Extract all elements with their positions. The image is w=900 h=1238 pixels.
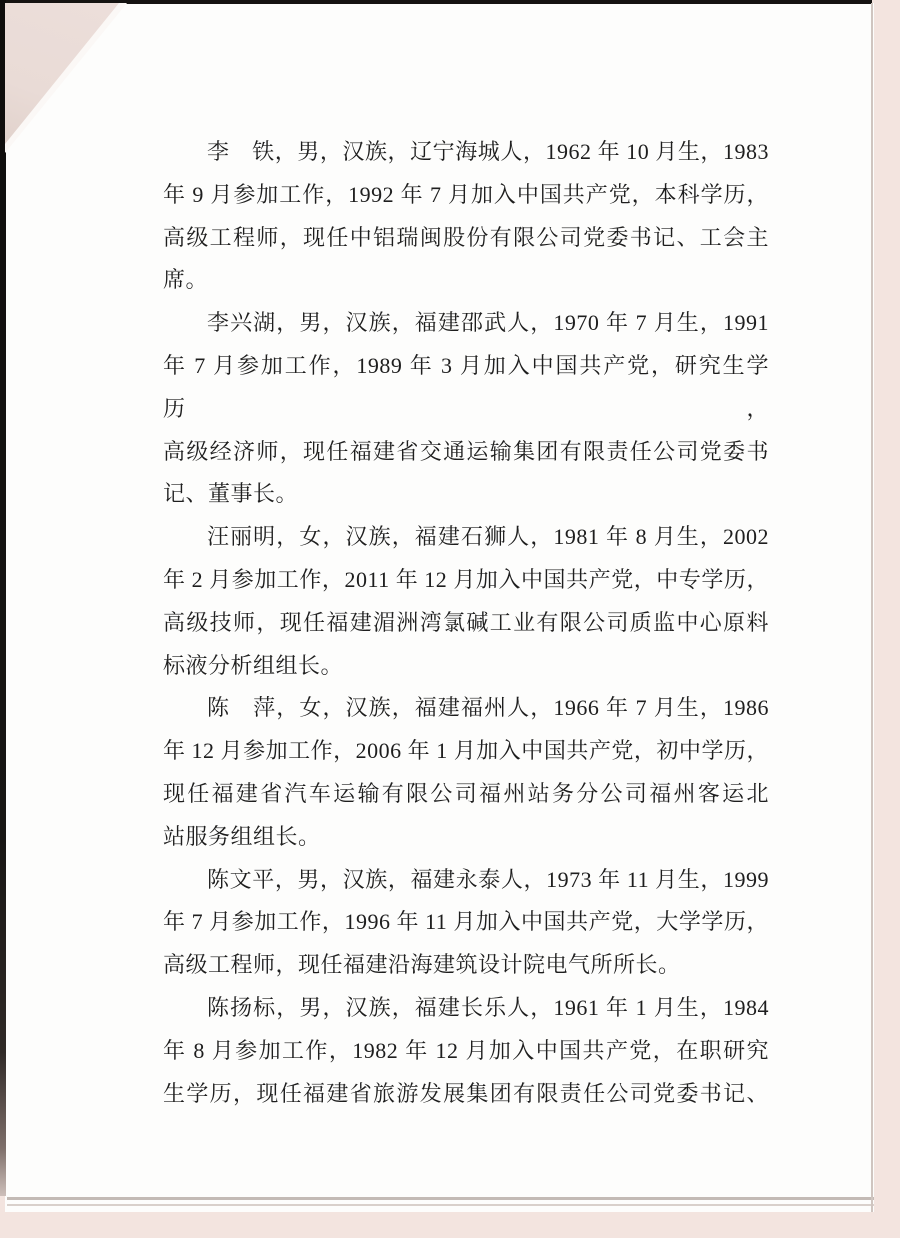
text-line: 高级技师，现任福建湄洲湾氯碱工业有限公司质监中心原料: [163, 609, 769, 635]
scanner-edge-top: [0, 0, 872, 4]
text-line: 李 铁，男，汉族，辽宁海城人，1962 年 10 月生，1983: [207, 139, 769, 164]
bio-paragraph: [163, 131, 769, 302]
page-bottom-edge-line-secondary: [7, 1204, 874, 1206]
text-line: 高级工程师，现任中铝瑞闽股份有限公司党委书记、工会主: [163, 224, 769, 250]
document-text-block: [163, 131, 769, 1115]
text-line: 高级工程师，现任福建沿海建筑设计院电气所所长。: [163, 952, 681, 978]
text-line: 高级经济师，现任福建省交通运输集团有限责任公司党委书: [163, 438, 769, 464]
page-right-edge-line: [871, 3, 873, 1212]
text-line: 标液分析组组长。: [163, 652, 344, 678]
text-line: 年 8 月参加工作，1982 年 12 月加入中国共产党，在职研究: [163, 1037, 769, 1063]
bio-paragraph: [163, 302, 769, 516]
text-line: 席。: [163, 267, 209, 293]
text-line: 生学历，现任福建省旅游发展集团有限责任公司党委书记、: [163, 1080, 769, 1106]
text-line: 记、董事长。: [163, 481, 299, 507]
bio-paragraph: [163, 987, 769, 1115]
text-line: 陈 萍，女，汉族，福建福州人，1966 年 7 月生，1986: [207, 695, 769, 721]
text-line: 年 12 月参加工作，2006 年 1 月加入中国共产党，初中学历，: [163, 738, 769, 764]
text-line: 陈扬标，男，汉族，福建长乐人，1961 年 1 月生，1984: [207, 994, 769, 1020]
scanner-edge-left: [0, 0, 6, 1196]
text-line: 年 7 月参加工作，1996 年 11 月加入中国共产党，大学学历，: [163, 909, 769, 935]
text-line: 年 7 月参加工作，1989 年 3 月加入中国共产党，研究生学历，: [163, 352, 769, 421]
page-bottom-edge-line: [7, 1197, 874, 1200]
text-line: 陈文平，男，汉族，福建永泰人，1973 年 11 月生，1999: [207, 866, 769, 892]
text-line: 站服务组组长。: [163, 823, 321, 849]
text-line: 年 9 月参加工作，1992 年 7 月加入中国共产党，本科学历，: [163, 181, 769, 207]
text-line: 李兴湖，男，汉族，福建邵武人，1970 年 7 月生，1991: [207, 310, 769, 336]
text-line: 现任福建省汽车运输有限公司福州站务分公司福州客运北: [163, 780, 769, 806]
text-line: 年 2 月参加工作，2011 年 12 月加入中国共产党，中专学历，: [163, 566, 769, 592]
text-line: 汪丽明，女，汉族，福建石狮人，1981 年 8 月生，2002: [207, 524, 769, 550]
bio-paragraph: [163, 687, 769, 858]
bio-paragraph: [163, 859, 769, 987]
bio-paragraph: [163, 516, 769, 687]
